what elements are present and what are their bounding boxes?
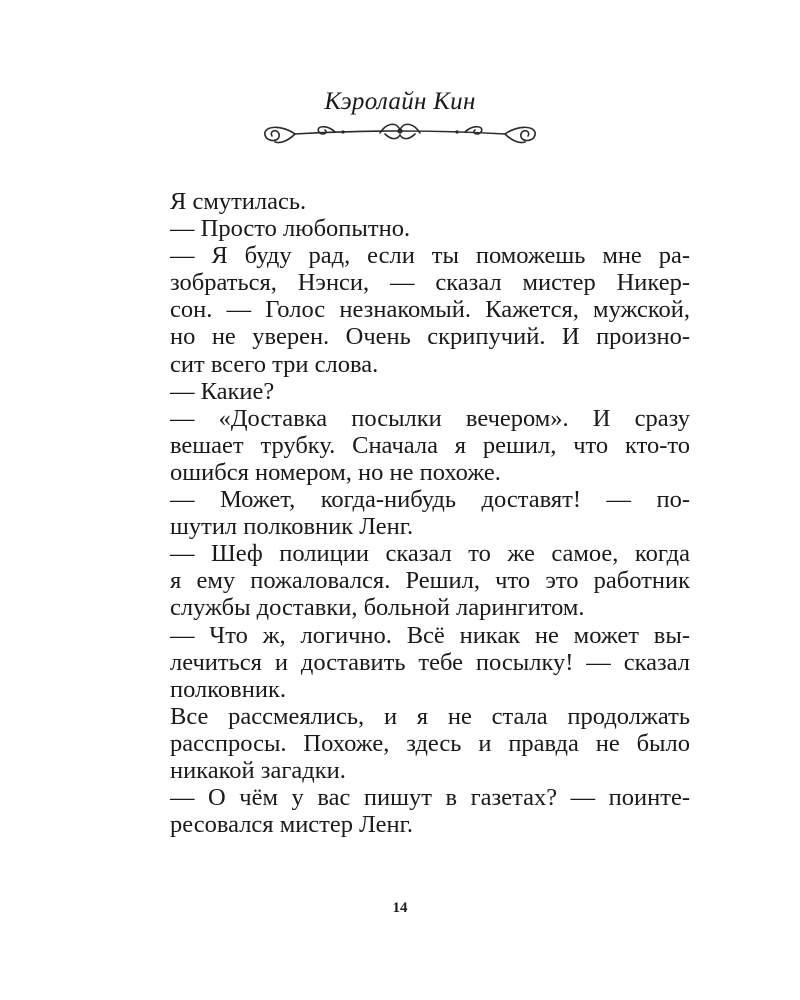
text-line: никакой загадки. bbox=[170, 756, 346, 784]
text-line: Все рассмеялись, и я не стала продолжать bbox=[170, 702, 690, 730]
text-line: — О чём у вас пишут в газетах? — поинте- bbox=[170, 784, 690, 812]
text-line: ошибся номером, но не похоже. bbox=[170, 458, 501, 486]
text-line: вешает трубку. Сначала я решил, что кто-то bbox=[170, 431, 690, 459]
text-line: — Я буду рад, если ты поможешь мне ра- bbox=[170, 242, 690, 270]
text-line: — Просто любопытно. bbox=[170, 215, 411, 243]
text-line: — «Доставка посылки вечером». И сразу bbox=[170, 404, 690, 432]
text-line: — Какие? bbox=[170, 377, 275, 405]
text-line: но не уверен. Очень скрипучий. И произно- bbox=[170, 323, 690, 351]
text-line: — Шеф полиции сказал то же самое, когда bbox=[170, 540, 690, 568]
body-text bbox=[170, 188, 690, 838]
text-line: Я смутилась. bbox=[170, 188, 307, 215]
text-line: — Может, когда-нибудь доставят! — по- bbox=[170, 486, 690, 514]
text-line: расспросы. Похоже, здесь и правда не было bbox=[170, 729, 690, 757]
text-line: сон. — Голос незнакомый. Кажется, мужской, bbox=[170, 296, 690, 324]
text-line: полковник. bbox=[170, 675, 286, 703]
text-line: — Что ж, логично. Всё никак не может вы- bbox=[170, 621, 690, 649]
text-line: лечиться и доставить тебе посылку! — сказал bbox=[170, 648, 690, 676]
text-line: сит всего три слова. bbox=[170, 350, 379, 378]
running-header-author: Кэролайн Кин bbox=[324, 88, 476, 115]
text-line: шутил полковник Ленг. bbox=[170, 513, 414, 541]
running-header bbox=[0, 88, 800, 148]
text-line: я ему пожаловался. Решил, что это работник bbox=[170, 567, 690, 595]
text-line: службы доставки, больной ларингитом. bbox=[170, 594, 585, 622]
flourish-divider-icon bbox=[255, 118, 545, 148]
text-line: ресовался мистер Ленг. bbox=[170, 811, 413, 839]
text-line: зобраться, Нэнси, — сказал мистер Никер- bbox=[170, 269, 690, 297]
page-number: 14 bbox=[392, 900, 408, 916]
